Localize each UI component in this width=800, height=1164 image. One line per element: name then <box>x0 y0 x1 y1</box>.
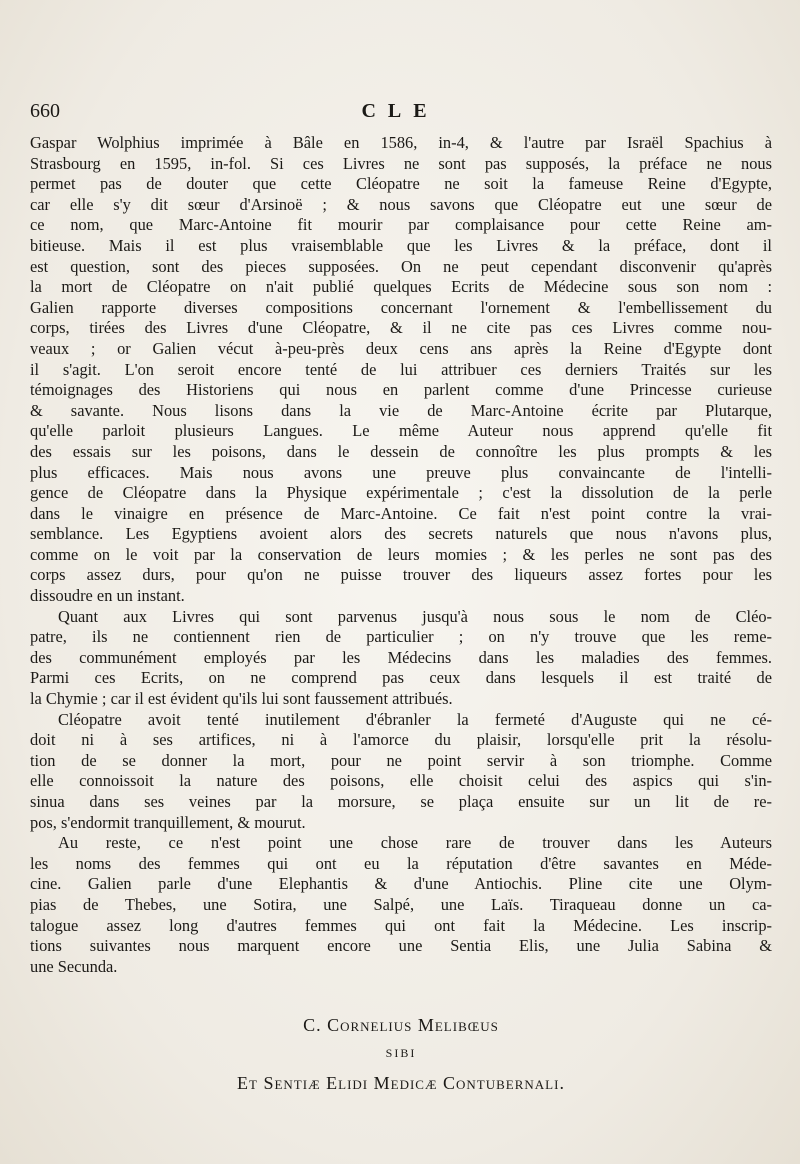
running-head <box>30 100 770 128</box>
text-line: bitieuse. Mais il est plus vraisemblable que les Livres & la préface, dont il <box>30 235 772 255</box>
text-line: cine. Galien parle d'une Elephantis & d'une Antiochis. Pline cite une Olym- <box>30 874 772 894</box>
text-line: des essais sur les poisons, dans le dessein de connoître les plus prompts & les <box>30 441 772 461</box>
text-line: tion de se donner la mort, pour ne point servir à son triomphe. Comme <box>30 750 772 770</box>
text-line: doit ni à ses artifices, ni à l'amorce du plaisir, lorsqu'elle prit la résolu- <box>30 730 772 750</box>
text-line: Gaspar Wolphius imprimée à Bâle en 1586, in-4, & l'autre par Israël Spachius à <box>30 133 772 152</box>
dedication-name: C. Cornelius Melibœus <box>303 1015 499 1035</box>
text-line: la Chymie ; car il est évident qu'ils lui sont faussement attribués. <box>30 689 453 709</box>
text-line: des communément employés par les Médecins dans les maladies des femmes. <box>30 647 772 667</box>
text-line: corps assez durs, pour qu'on ne puisse trouver des liqueurs assez fortes pour les <box>30 565 772 585</box>
text-line: permet pas de douter que cette Cléopatre ne soit la fameuse Reine d'Egypte, <box>30 174 772 194</box>
text-line: dans le vinaigre en présence de Marc-Antoine. Ce fait n'est point contre la vrai- <box>30 503 772 523</box>
text-line: Galien rapporte diverses compositions concernant l'ornement & l'embellissement du <box>30 297 772 317</box>
text-line: gence de Cléopatre dans la Physique expérimentale ; c'est la dissolution de la perle <box>30 483 772 503</box>
text-line: car elle s'y dit sœur d'Arsinoë ; & nous savons que Cléopatre eut une sœur de <box>30 194 772 214</box>
text-line: patre, ils ne contiennent rien de particulier ; on n'y trouve que les reme- <box>30 627 772 647</box>
text-line: Quant aux Livres qui sont parvenus jusqu'à nous sous le nom de Cléo- <box>58 606 772 626</box>
running-title: CLE <box>361 100 439 122</box>
text-line: Strasbourg en 1595, in-fol. Si ces Livres ne sont pas supposés, la préface ne nous <box>30 153 772 173</box>
text-line: pos, s'endormit tranquillement, & mourut. <box>30 812 306 832</box>
body-text <box>30 133 772 977</box>
paragraph <box>30 133 772 607</box>
text-line: les noms des femmes qui ont eu la réputation d'être savantes en Méde- <box>30 853 772 873</box>
paragraph <box>30 710 772 834</box>
text-line: Parmi ces Ecrits, on ne comprend pas ceux dans lesquels il est traité de <box>30 668 772 688</box>
text-line: une Secunda. <box>30 956 118 976</box>
text-line: pias de Thebes, une Sotira, une Salpé, une Laïs. Tiraqueau donne un ca- <box>30 894 772 914</box>
text-line: veaux ; or Galien vécut à-peu-près deux cens ans après la Reine d'Egypte dont <box>30 338 772 358</box>
text-line: corps, tirées des Livres d'une Cléopatre, & il ne cite pas ces Livres comme nou- <box>30 318 772 338</box>
text-line: Cléopatre avoit tenté inutilement d'ébranler la fermeté d'Auguste qui ne cé- <box>58 709 772 729</box>
text-line: témoignages des Historiens qui nous en parlent comme d'une Princesse curieuse <box>30 380 772 400</box>
text-line: est question, sont des pieces supposées. On ne peut cependant disconvenir qu'après <box>30 256 772 276</box>
text-line: la mort de Cléopatre on n'ait publié quelques Ecrits de Médecine sous son nom : <box>30 277 772 297</box>
text-line: comme on le voit par la conservation de leurs momies ; & les perles ne sont pas des <box>30 544 772 564</box>
text-line: elle connoissoit la nature des poisons, elle choisit celui des aspics qui s'in- <box>30 771 772 791</box>
text-line: qu'elle parloit plusieurs Langues. Le même Auteur nous apprend qu'elle fit <box>30 421 772 441</box>
text-line: sinua dans ses veines par la morsure, se plaça ensuite sur un lit de re- <box>30 792 772 811</box>
text-line: il s'agit. L'on seroit encore tenté de lui attribuer ces derniers Traités sur les <box>30 359 772 379</box>
text-line: Au reste, ce n'est point une chose rare de trouver dans les Auteurs <box>58 833 772 853</box>
text-line: dissoudre en un instant. <box>30 586 185 606</box>
paragraph <box>30 833 772 977</box>
paragraph <box>30 607 772 710</box>
text-line: tions suivantes nous marquent encore une Sentia Elis, une Julia Sabina & <box>30 936 772 956</box>
dedication-line: Et Sentiæ Elidi Medicæ Contubernali. <box>237 1073 565 1093</box>
text-line: semblance. Les Egyptiens avoient alors des secrets naturels que nous n'avons plus, <box>30 524 772 544</box>
text-line: ce nom, que Marc-Antoine fit mourir par complaisance pour cette Reine am- <box>30 215 772 235</box>
text-line: talogue assez long d'autres femmes qui ont fait la Médecine. Les inscrip- <box>30 915 772 935</box>
dedication-inscription <box>30 1015 772 1094</box>
dedication-sibi: SIBI <box>385 1046 417 1060</box>
page-number: 660 <box>30 100 60 122</box>
text-line: plus efficaces. Mais nous avons une preuve plus convaincante de l'intelli- <box>30 462 772 482</box>
text-line: & savante. Nous lisons dans la vie de Marc-Antoine écrite par Plutarque, <box>30 400 772 420</box>
